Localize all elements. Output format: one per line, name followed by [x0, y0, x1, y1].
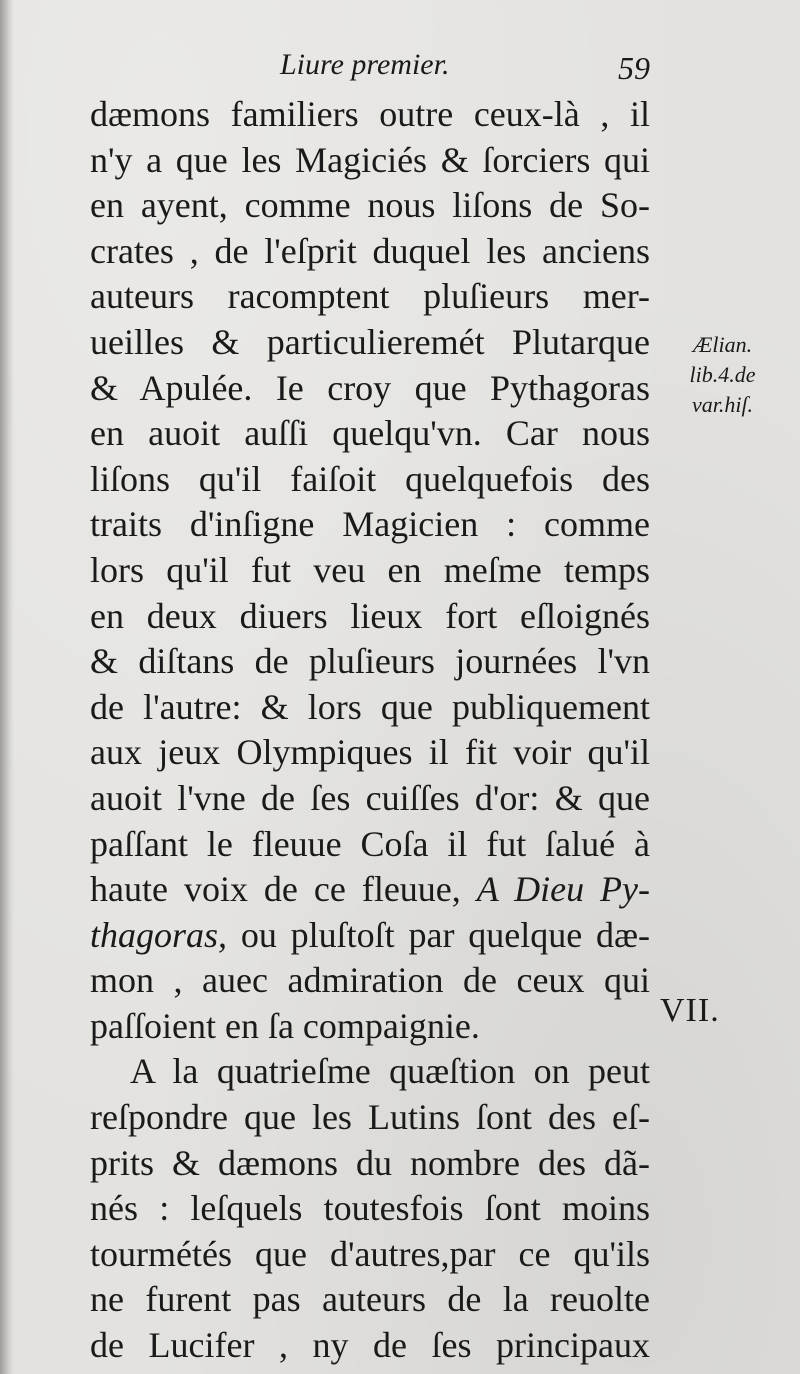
text-line: de l'autre: & lors que publiquement: [90, 686, 650, 727]
page-header: [280, 48, 650, 98]
text-line: nés : leſquels toutesfois ſont moins: [90, 1188, 650, 1229]
text-line: lors qu'il fut veu en meſme temps: [90, 549, 650, 590]
section-number: VII.: [660, 992, 720, 1029]
text-line: & Apulée. Ie croy que Pythagoras: [90, 367, 650, 408]
text-line: auteurs racomptent pluſieurs mer-: [90, 276, 650, 317]
page-number: 59: [618, 50, 650, 86]
text-fragment: haute voix de ce fleuue,: [90, 869, 461, 910]
text-line: mon , auec admiration de ceux qui: [90, 960, 650, 1001]
text-line: crates , de l'eſprit duquel les anciens: [90, 230, 650, 271]
text-line: tourmétés que d'autres,par ce qu'ils: [90, 1233, 650, 1274]
binding-edge: [0, 0, 14, 1374]
text-line: A la quatrieſme quæſtion on peut: [130, 1051, 650, 1092]
text-line: en ayent, comme nous liſons de So-: [90, 185, 650, 226]
text-line: [90, 913, 650, 959]
text-line: de Lucifer , ny de ſes principaux: [90, 1325, 650, 1366]
margin-note-line: lib.4.de: [689, 362, 756, 387]
text-line: ne furent pas auteurs de la reuolte: [90, 1279, 650, 1320]
text-line: ueilles & particulieremét Plutarque: [90, 321, 650, 362]
margin-note-line: Ælian.: [692, 332, 753, 357]
running-title: Liure premier.: [280, 48, 450, 81]
text-line: & diſtans de pluſieurs journées l'vn: [90, 641, 650, 682]
italic-quote: A Dieu Py-: [476, 869, 651, 910]
text-line: [90, 867, 650, 913]
text-line: paſſant le fleuue Coſa il fut ſalué à: [90, 823, 650, 864]
margin-note-line: var.hiſ.: [691, 392, 754, 417]
text-line: prits & dæmons du nombre des dã-: [90, 1142, 650, 1183]
text-fragment: ou pluſtoſt par quelque dæ-: [240, 914, 651, 955]
text-line: reſpondre que les Lutins ſont des eſ-: [90, 1097, 650, 1138]
text-line: en deux diuers lieux fort eſloignés: [90, 595, 650, 636]
text-line: liſons qu'il faiſoit quelquefois des: [90, 458, 650, 499]
text-line: paſſoient en ſa compaignie.: [90, 1005, 480, 1046]
italic-quote-end: thagoras,: [90, 914, 228, 955]
body-text: [90, 92, 650, 1369]
text-line: en auoit auſſi quelqu'vn. Car nous: [90, 413, 650, 454]
text-line: aux jeux Olympiques il fit voir qu'il: [90, 732, 650, 773]
text-line: n'y a que les Magiciés & ſorciers qui: [90, 139, 650, 180]
margin-note: [650, 330, 795, 420]
text-line: dæmons familiers outre ceux-là , il: [90, 94, 650, 134]
text-line: auoit l'vne de ſes cuiſſes d'or: & que: [90, 777, 650, 818]
text-line: traits d'inſigne Magicien : comme: [90, 504, 650, 545]
